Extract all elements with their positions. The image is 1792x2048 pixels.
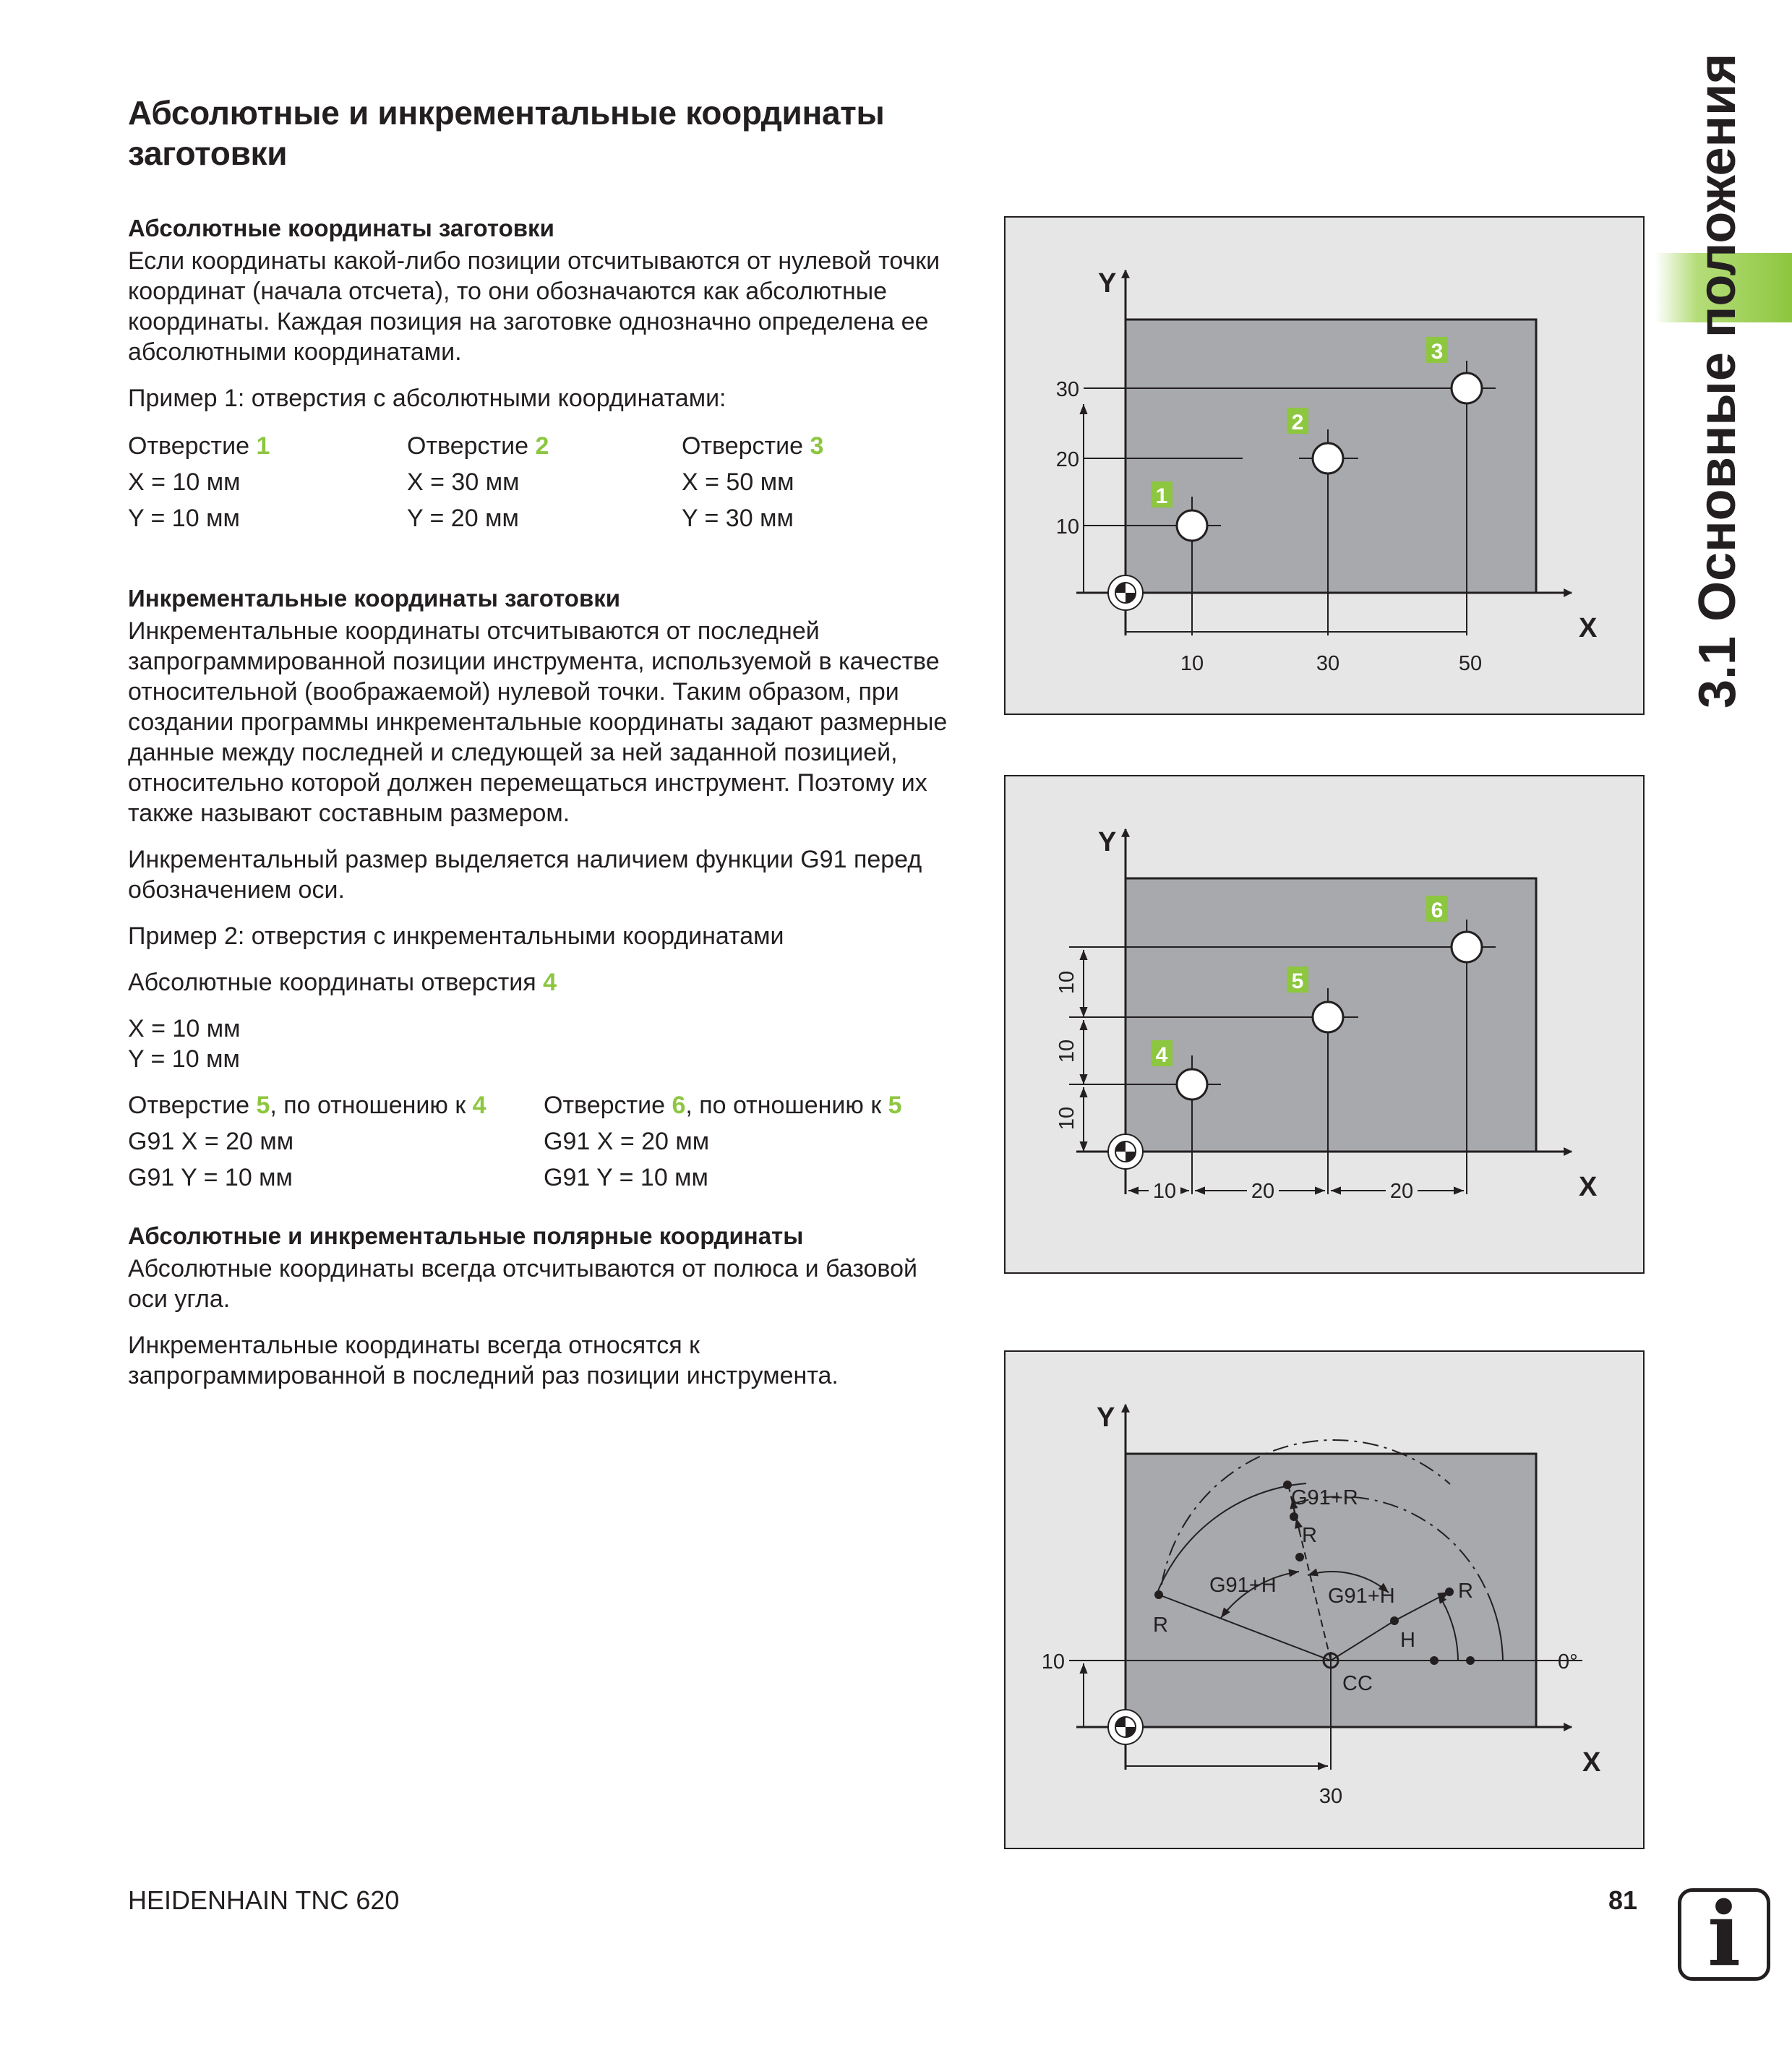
- hole-5-tag: 5: [1291, 969, 1304, 993]
- main-text: [128, 214, 959, 1407]
- footer-product: HEIDENHAIN TNC 620: [128, 1885, 400, 1915]
- x-dim-3: 20: [1389, 1180, 1414, 1203]
- zero-angle-label: 0°: [1558, 1650, 1578, 1674]
- hole-3-x: X = 50 мм: [682, 468, 794, 496]
- info-glyph: i: [1707, 1882, 1741, 1986]
- x-tick-10: 10: [1180, 652, 1204, 675]
- section-heading-polar: Абсолютные и инкрементальные полярные координаты: [128, 1222, 804, 1249]
- incremental-paragraph-1: Инкрементальные координаты отсчитываются от последней запрограммированной позиции инструмента, используемой в качестве относительной (воображаемой) нулевой точки. Таким образом, при создании программы инкрементальные координаты задают размерные данные между последней и следующей за ней заданной позицией, относительно которой должен перемещаться инструмент. Поэтому их также называют составным размером.: [128, 617, 948, 827]
- hole-6-label: Отверстие 6, по отношению к 5: [544, 1092, 902, 1119]
- page-number: 81: [1608, 1885, 1638, 1915]
- page-title: Абсолютные и инкрементальные координаты заготовки: [128, 94, 885, 172]
- polar-paragraph-1: Абсолютные координаты всегда отсчитываются от полюса и базовой оси угла.: [128, 1255, 918, 1313]
- label-r-inc: R: [1302, 1524, 1317, 1547]
- label-g91-h-left: G91+H: [1209, 1574, 1277, 1597]
- hole-4-absolute-caption: Абсолютные координаты отверстия 4: [128, 969, 557, 996]
- y-tick-10: 10: [1041, 1650, 1065, 1674]
- axis-x-label: X: [1579, 613, 1598, 643]
- hole-1-y: Y = 10 мм: [128, 505, 240, 532]
- label-g91-r: G91+R: [1291, 1486, 1358, 1509]
- example-2-caption: Пример 2: отверстия с инкрементальными координатами: [128, 922, 784, 950]
- label-h: H: [1400, 1629, 1415, 1652]
- example-2-table: [128, 1090, 959, 1193]
- hole-6-tag: 6: [1431, 899, 1444, 922]
- x-tick-30: 30: [1316, 652, 1340, 675]
- hole-2-x: X = 30 мм: [407, 468, 520, 496]
- pole-label: CC: [1342, 1672, 1373, 1695]
- hole-4-x: X = 10 мм: [128, 1015, 241, 1042]
- figure-incremental-coordinates: [1004, 775, 1645, 1274]
- axis-x-label: X: [1582, 1747, 1601, 1778]
- hole-6-y: G91 Y = 10 мм: [544, 1164, 708, 1191]
- info-icon[interactable]: [1678, 1882, 1770, 1986]
- absolute-paragraph: Если координаты какой-либо позиции отсчитываются от нулевой точки координат (начала отсчета), то они обозначаются как абсолютные координаты. Каждая позиция на заготовке однозначно определена ее абсолютными координатами.: [128, 247, 940, 366]
- hole-5-x: G91 X = 20 мм: [128, 1128, 294, 1155]
- hole-5-y: G91 Y = 10 мм: [128, 1164, 293, 1191]
- x-dim-2: 20: [1251, 1180, 1275, 1203]
- label-r-left: R: [1153, 1614, 1168, 1637]
- y-tick-30: 30: [1055, 378, 1079, 401]
- x-tick-50: 50: [1458, 652, 1483, 675]
- hole-1-tag: 1: [1155, 484, 1168, 508]
- example-1-caption: Пример 1: отверстия с абсолютными координатами:: [128, 385, 726, 412]
- x-tick-30: 30: [1319, 1785, 1343, 1808]
- axis-x-label: X: [1579, 1172, 1598, 1202]
- figure-polar-coordinates: [1004, 1350, 1645, 1849]
- hole-1-x: X = 10 мм: [128, 468, 241, 496]
- axis-y-label: Y: [1097, 1402, 1115, 1433]
- hole-6-x: G91 X = 20 мм: [544, 1128, 710, 1155]
- hole-2-y: Y = 20 мм: [407, 505, 519, 532]
- y-tick-10: 10: [1055, 515, 1079, 539]
- section-heading-absolute: Абсолютные координаты заготовки: [128, 215, 554, 241]
- y-tick-20: 20: [1055, 448, 1079, 471]
- hole-1-label: Отверстие 1: [128, 432, 270, 460]
- chapter-title: 3.1 Основные положения: [1689, 53, 1746, 708]
- hole-4-y: Y = 10 мм: [128, 1045, 240, 1073]
- hole-3-y: Y = 30 мм: [682, 505, 794, 532]
- axis-y-label: Y: [1098, 827, 1117, 857]
- section-heading-incremental: Инкрементальные координаты заготовки: [128, 585, 621, 612]
- hole-5-label: Отверстие 5, по отношению к 4: [128, 1092, 486, 1119]
- hole-2-label: Отверстие 2: [407, 432, 549, 460]
- hole-3-tag: 3: [1431, 340, 1444, 364]
- example-1-table: [128, 431, 959, 534]
- hole-3-label: Отверстие 3: [682, 432, 824, 460]
- figure-absolute-coordinates: [1004, 216, 1645, 715]
- hole-2-tag: 2: [1291, 411, 1304, 434]
- incremental-paragraph-2: Инкрементальный размер выделяется наличием функции G91 перед обозначением оси.: [128, 846, 922, 904]
- label-r-right: R: [1458, 1580, 1473, 1603]
- axis-y-label: Y: [1098, 268, 1117, 299]
- polar-paragraph-2: Инкрементальные координаты всегда относятся к запрограммированной в последний раз позиции инструмента.: [128, 1332, 839, 1389]
- y-dim-3: 10: [1055, 970, 1079, 995]
- y-dim-2: 10: [1055, 1039, 1079, 1063]
- hole-4-tag: 4: [1155, 1043, 1168, 1067]
- y-dim-1: 10: [1055, 1106, 1079, 1131]
- x-dim-1: 10: [1152, 1180, 1177, 1203]
- label-g91-h-right: G91+H: [1328, 1585, 1395, 1608]
